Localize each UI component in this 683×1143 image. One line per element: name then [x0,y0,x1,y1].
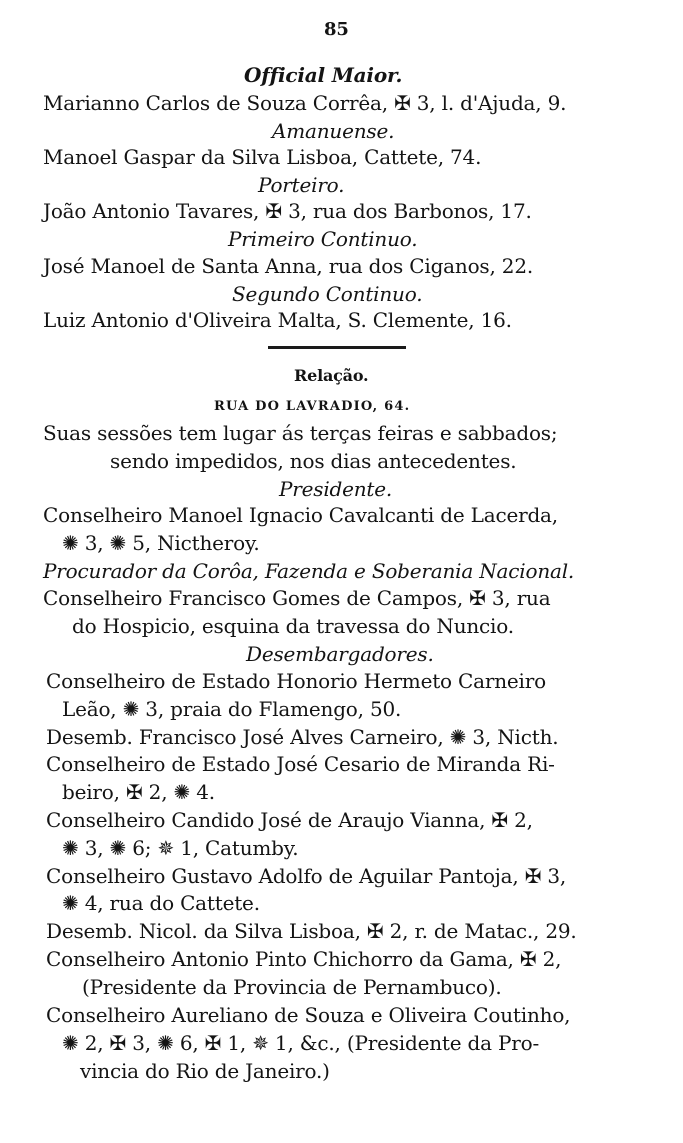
section-address: RUA DO LAVRADIO, 64. [214,399,411,414]
heading-desembargadores: Desembargadores. [246,642,434,666]
entry-line: José Manoel de Santa Anna, rua dos Ciganos, 22. [43,254,534,278]
entry-line-continued: ✺ 3, ✺ 5, Nictheroy. [62,531,260,555]
entry-line: Conselheiro Francisco Gomes de Campos, ✠ 3, rua [43,586,551,610]
entry-line: Conselheiro de Estado José Cesario de Miranda Ri- [46,752,555,776]
entry-line: João Antonio Tavares, ✠ 3, rua dos Barbonos, 17. [43,199,532,223]
entry-line: Conselheiro Manoel Ignacio Cavalcanti de Lacerda, [43,503,558,527]
body-text: Suas sessões tem lugar ás terças feiras e sabbados; [43,421,558,445]
entry-line: Conselheiro Gustavo Adolfo de Aguilar Pantoja, ✠ 3, [46,864,567,888]
entry-line-continued: ✺ 3, ✺ 6; ✵ 1, Catumby. [62,836,299,860]
heading-official-maior: Official Maior. [244,63,403,87]
heading-presidente: Presidente. [279,477,393,501]
heading-amanuense: Amanuense. [272,119,395,143]
entry-line: Luiz Antonio d'Oliveira Malta, S. Clemente, 16. [43,308,512,332]
entry-line-continued: vincia do Rio de Janeiro.) [80,1059,330,1083]
entry-line: Marianno Carlos de Souza Corrêa, ✠ 3, l. d'Ajuda, 9. [43,91,567,115]
section-title-relacao: Relação. [294,366,369,385]
entry-line-continued: Leão, ✺ 3, praia do Flamengo, 50. [62,697,402,721]
entry-line: Conselheiro de Estado Honorio Hermeto Carneiro [46,669,546,693]
entry-line: Manoel Gaspar da Silva Lisboa, Cattete, 74. [43,145,482,169]
heading-segundo-continuo: Segundo Continuo. [232,282,423,306]
entry-line-continued: beiro, ✠ 2, ✺ 4. [62,780,215,804]
entry-line-continued: (Presidente da Provincia de Pernambuco). [82,975,502,999]
entry-line: Desemb. Francisco José Alves Carneiro, ✺ 3, Nicth. [46,725,559,749]
body-text: sendo impedidos, nos dias antecedentes. [110,449,517,473]
entry-line-continued: ✺ 4, rua do Cattete. [62,891,260,915]
entry-line: Conselheiro Candido José de Araujo Vianna, ✠ 2, [46,808,533,832]
entry-line: Desemb. Nicol. da Silva Lisboa, ✠ 2, r. de Matac., 29. [46,919,577,943]
heading-procurador: Procurador da Corôa, Fazenda e Soberania Nacional. [43,559,575,583]
entry-line: Conselheiro Antonio Pinto Chichorro da Gama, ✠ 2, [46,947,562,971]
heading-porteiro: Porteiro. [258,173,345,197]
entry-line-continued: ✺ 2, ✠ 3, ✺ 6, ✠ 1, ✵ 1, &c., (Presidente da Pro- [62,1031,540,1055]
entry-line-continued: do Hospicio, esquina da travessa do Nuncio. [72,614,514,638]
page-number: 85 [324,19,349,40]
heading-primeiro-continuo: Primeiro Continuo. [228,227,418,251]
section-divider [268,346,406,349]
entry-line: Conselheiro Aureliano de Souza e Oliveira Coutinho, [46,1003,571,1027]
